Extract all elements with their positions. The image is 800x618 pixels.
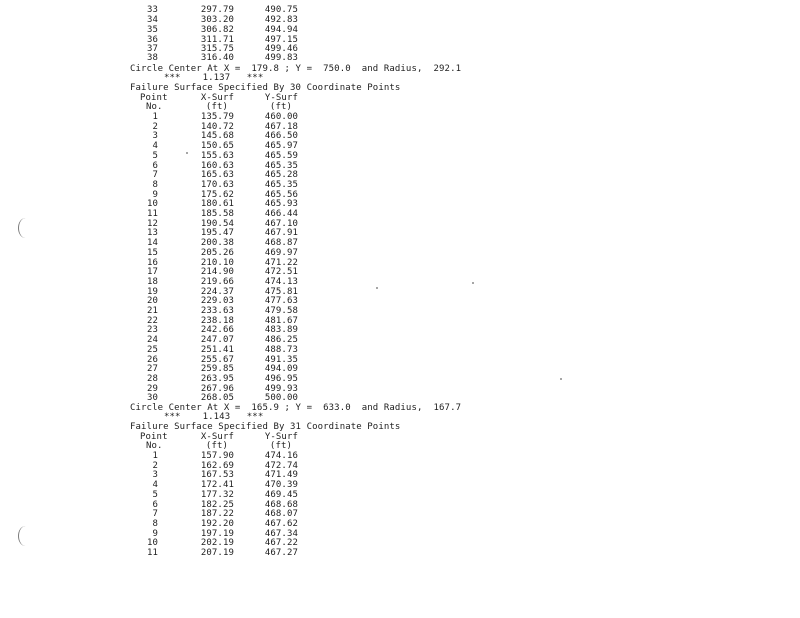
punch-hole-mark xyxy=(18,218,33,238)
point-number: 1 xyxy=(152,451,158,461)
point-number: 25 xyxy=(146,345,158,355)
x-surf-value: 303.20 xyxy=(200,15,234,25)
point-number: 28 xyxy=(146,374,158,384)
point-number: 9 xyxy=(152,190,158,200)
x-surf-value: 224.37 xyxy=(200,287,234,297)
point-number: 17 xyxy=(146,267,158,277)
y-surf-value: 499.46 xyxy=(264,44,298,54)
y-surf-value: 468.07 xyxy=(264,509,298,519)
point-number: 7 xyxy=(152,170,158,180)
y-surf-value: 471.49 xyxy=(264,470,298,480)
column-header-no: No. xyxy=(146,441,163,451)
x-surf-value: 247.07 xyxy=(200,335,234,345)
y-surf-value: 475.81 xyxy=(264,287,298,297)
point-number: 8 xyxy=(152,519,158,529)
y-surf-value: 488.73 xyxy=(264,345,298,355)
point-number: 38 xyxy=(146,53,158,63)
point-number: 10 xyxy=(146,199,158,209)
x-surf-value: 205.26 xyxy=(200,248,234,258)
circle-center-line: Circle Center At X = 165.9 ; Y = 633.0 and Radius, 167.7 xyxy=(130,403,462,413)
x-surf-value: 251.41 xyxy=(200,345,234,355)
punch-hole-mark xyxy=(18,526,33,546)
x-surf-value: 182.25 xyxy=(200,500,234,510)
point-number: 33 xyxy=(146,5,158,15)
y-surf-value: 492.83 xyxy=(264,15,298,25)
y-surf-value: 481.67 xyxy=(264,316,298,326)
y-surf-value: 467.27 xyxy=(264,548,298,558)
x-surf-value: 207.19 xyxy=(200,548,234,558)
x-surf-value: 242.66 xyxy=(200,325,234,335)
column-header-x-surf: X-Surf xyxy=(200,432,234,442)
x-surf-value: 165.63 xyxy=(200,170,234,180)
point-number: 30 xyxy=(146,393,158,403)
failure-surface-title: Failure Surface Specified By 30 Coordinate Points xyxy=(130,83,401,93)
x-surf-value: 233.63 xyxy=(200,306,234,316)
y-surf-value: 479.58 xyxy=(264,306,298,316)
y-surf-value: 474.13 xyxy=(264,277,298,287)
x-surf-value: 197.19 xyxy=(200,529,234,539)
y-surf-value: 468.68 xyxy=(264,500,298,510)
x-surf-value: 192.20 xyxy=(200,519,234,529)
point-number: 11 xyxy=(146,209,158,219)
y-surf-value: 469.97 xyxy=(264,248,298,258)
x-surf-value: 187.22 xyxy=(200,509,234,519)
x-surf-value: 267.96 xyxy=(200,384,234,394)
y-surf-value: 499.83 xyxy=(264,53,298,63)
column-header-y-unit: (ft) xyxy=(269,102,292,112)
point-number: 3 xyxy=(152,131,158,141)
column-header-point: Point xyxy=(140,93,168,103)
y-surf-value: 474.16 xyxy=(264,451,298,461)
point-number: 23 xyxy=(146,325,158,335)
x-surf-value: 145.68 xyxy=(200,131,234,141)
point-number: 27 xyxy=(146,364,158,374)
column-header-y-unit: (ft) xyxy=(269,441,292,451)
y-surf-value: 494.09 xyxy=(264,364,298,374)
y-surf-value: 465.93 xyxy=(264,199,298,209)
point-number: 13 xyxy=(146,228,158,238)
x-surf-value: 219.66 xyxy=(200,277,234,287)
x-surf-value: 210.10 xyxy=(200,258,234,268)
y-surf-value: 465.35 xyxy=(264,180,298,190)
x-surf-value: 140.72 xyxy=(200,122,234,132)
point-number: 15 xyxy=(146,248,158,258)
x-surf-value: 255.67 xyxy=(200,355,234,365)
scan-speck xyxy=(186,152,188,154)
y-surf-value: 494.94 xyxy=(264,25,298,35)
column-header-x-unit: (ft) xyxy=(205,102,228,112)
x-surf-value: 150.65 xyxy=(200,141,234,151)
y-surf-value: 465.35 xyxy=(264,161,298,171)
point-number: 21 xyxy=(146,306,158,316)
y-surf-value: 466.44 xyxy=(264,209,298,219)
point-number: 35 xyxy=(146,25,158,35)
x-surf-value: 268.05 xyxy=(200,393,234,403)
point-number: 12 xyxy=(146,219,158,229)
point-number: 5 xyxy=(152,490,158,500)
y-surf-value: 465.28 xyxy=(264,170,298,180)
y-surf-value: 470.39 xyxy=(264,480,298,490)
y-surf-value: 467.91 xyxy=(264,228,298,238)
x-surf-value: 160.63 xyxy=(200,161,234,171)
x-surf-value: 306.82 xyxy=(200,25,234,35)
x-surf-value: 316.40 xyxy=(200,53,234,63)
x-surf-value: 167.53 xyxy=(200,470,234,480)
x-surf-value: 175.62 xyxy=(200,190,234,200)
point-number: 9 xyxy=(152,529,158,539)
column-header-x-unit: (ft) xyxy=(205,441,228,451)
column-header-point: Point xyxy=(140,432,168,442)
y-surf-value: 467.62 xyxy=(264,519,298,529)
point-number: 18 xyxy=(146,277,158,287)
column-header-no: No. xyxy=(146,102,163,112)
point-number: 16 xyxy=(146,258,158,268)
point-number: 5 xyxy=(152,151,158,161)
x-surf-value: 200.38 xyxy=(200,238,234,248)
point-number: 7 xyxy=(152,509,158,519)
column-header-x-surf: X-Surf xyxy=(200,93,234,103)
point-number: 36 xyxy=(146,35,158,45)
factor-of-safety-line: *** 1.143 *** xyxy=(164,412,264,422)
point-number: 20 xyxy=(146,296,158,306)
point-number: 11 xyxy=(146,548,158,558)
x-surf-value: 162.69 xyxy=(200,461,234,471)
x-surf-value: 157.90 xyxy=(200,451,234,461)
y-surf-value: 460.00 xyxy=(264,112,298,122)
scan-speck xyxy=(560,378,562,380)
y-surf-value: 497.15 xyxy=(264,35,298,45)
point-number: 10 xyxy=(146,538,158,548)
y-surf-value: 477.63 xyxy=(264,296,298,306)
factor-of-safety-line: *** 1.137 *** xyxy=(164,73,264,83)
point-number: 2 xyxy=(152,461,158,471)
y-surf-value: 486.25 xyxy=(264,335,298,345)
y-surf-value: 499.93 xyxy=(264,384,298,394)
point-number: 2 xyxy=(152,122,158,132)
x-surf-value: 195.47 xyxy=(200,228,234,238)
failure-surface-title: Failure Surface Specified By 31 Coordinate Points xyxy=(130,422,401,432)
y-surf-value: 466.50 xyxy=(264,131,298,141)
y-surf-value: 467.34 xyxy=(264,529,298,539)
point-number: 22 xyxy=(146,316,158,326)
y-surf-value: 467.18 xyxy=(264,122,298,132)
point-number: 29 xyxy=(146,384,158,394)
y-surf-value: 465.97 xyxy=(264,141,298,151)
x-surf-value: 190.54 xyxy=(200,219,234,229)
x-surf-value: 177.32 xyxy=(200,490,234,500)
column-header-y-surf: Y-Surf xyxy=(264,93,298,103)
x-surf-value: 180.61 xyxy=(200,199,234,209)
point-number: 14 xyxy=(146,238,158,248)
x-surf-value: 315.75 xyxy=(200,44,234,54)
y-surf-value: 465.59 xyxy=(264,151,298,161)
y-surf-value: 467.22 xyxy=(264,538,298,548)
y-surf-value: 483.89 xyxy=(264,325,298,335)
x-surf-value: 263.95 xyxy=(200,374,234,384)
point-number: 3 xyxy=(152,470,158,480)
point-number: 4 xyxy=(152,480,158,490)
y-surf-value: 469.45 xyxy=(264,490,298,500)
column-header-y-surf: Y-Surf xyxy=(264,432,298,442)
point-number: 1 xyxy=(152,112,158,122)
x-surf-value: 259.85 xyxy=(200,364,234,374)
y-surf-value: 500.00 xyxy=(264,393,298,403)
x-surf-value: 170.63 xyxy=(200,180,234,190)
x-surf-value: 202.19 xyxy=(200,538,234,548)
y-surf-value: 496.95 xyxy=(264,374,298,384)
point-number: 26 xyxy=(146,355,158,365)
point-number: 37 xyxy=(146,44,158,54)
x-surf-value: 172.41 xyxy=(200,480,234,490)
y-surf-value: 491.35 xyxy=(264,355,298,365)
scan-speck xyxy=(472,282,474,284)
point-number: 8 xyxy=(152,180,158,190)
point-number: 19 xyxy=(146,287,158,297)
y-surf-value: 472.51 xyxy=(264,267,298,277)
x-surf-value: 135.79 xyxy=(200,112,234,122)
y-surf-value: 467.10 xyxy=(264,219,298,229)
circle-center-line: Circle Center At X = 179.8 ; Y = 750.0 and Radius, 292.1 xyxy=(130,64,462,74)
point-number: 6 xyxy=(152,500,158,510)
x-surf-value: 185.58 xyxy=(200,209,234,219)
y-surf-value: 490.75 xyxy=(264,5,298,15)
point-number: 6 xyxy=(152,161,158,171)
y-surf-value: 471.22 xyxy=(264,258,298,268)
x-surf-value: 214.90 xyxy=(200,267,234,277)
x-surf-value: 229.03 xyxy=(200,296,234,306)
y-surf-value: 465.56 xyxy=(264,190,298,200)
scan-speck xyxy=(376,287,378,289)
x-surf-value: 155.63 xyxy=(200,151,234,161)
x-surf-value: 238.18 xyxy=(200,316,234,326)
point-number: 34 xyxy=(146,15,158,25)
y-surf-value: 468.87 xyxy=(264,238,298,248)
x-surf-value: 311.71 xyxy=(200,35,234,45)
point-number: 4 xyxy=(152,141,158,151)
y-surf-value: 472.74 xyxy=(264,461,298,471)
x-surf-value: 297.79 xyxy=(200,5,234,15)
point-number: 24 xyxy=(146,335,158,345)
